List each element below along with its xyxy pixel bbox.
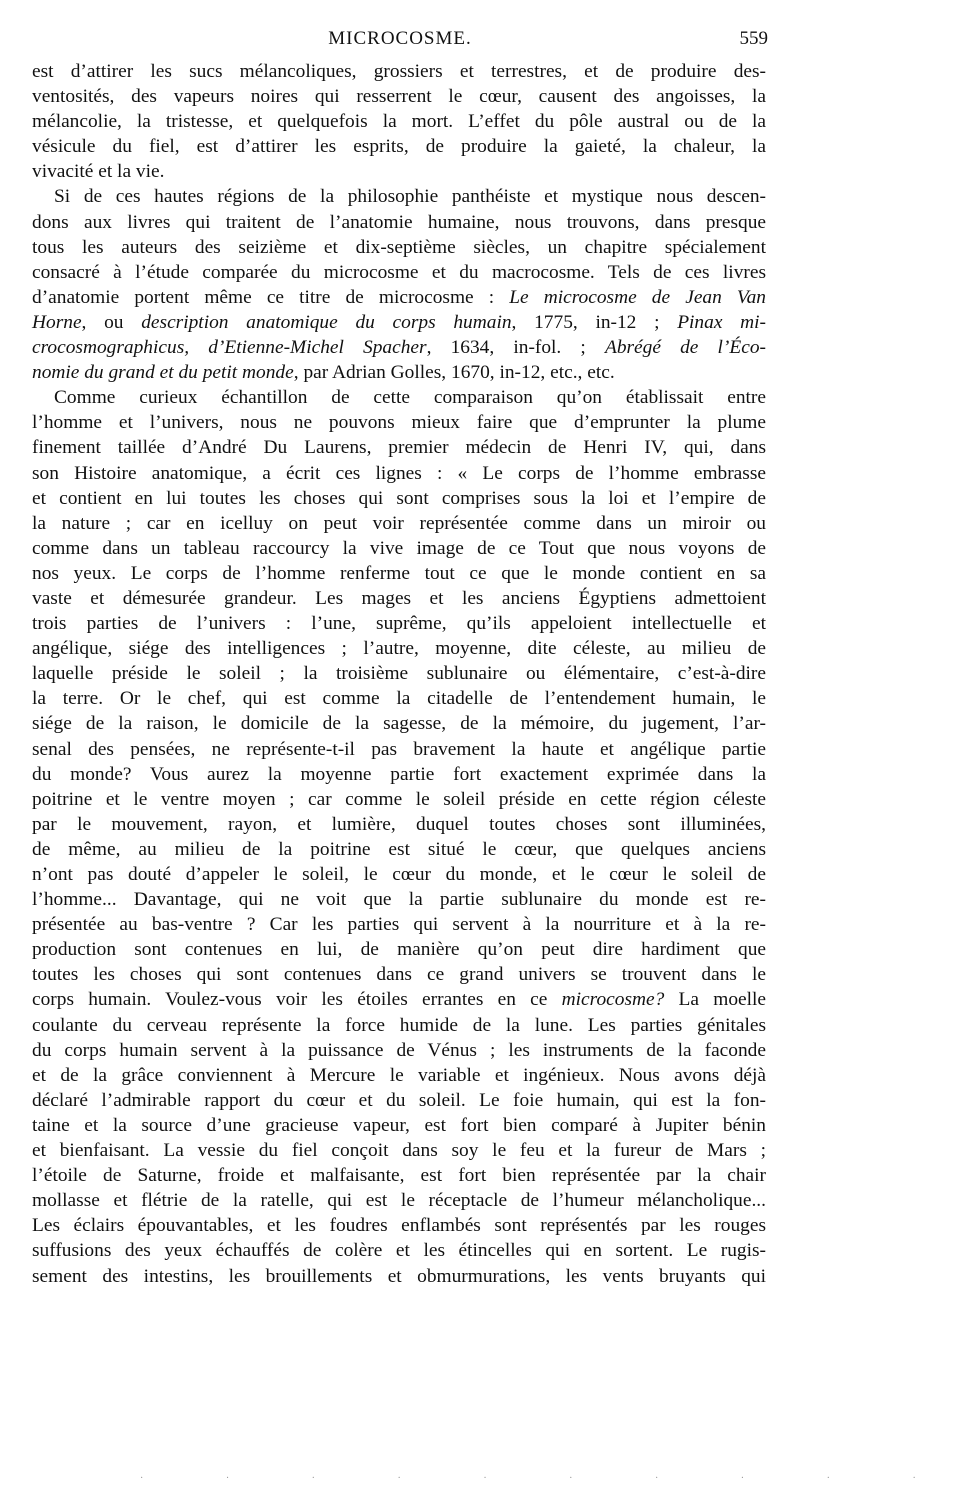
- text-segment: trois parties de l’univers : l’une, suprême, qu’ils appeloient intellectuelle et: [32, 613, 766, 635]
- text-line: [32, 461, 766, 486]
- text-line: [32, 1038, 766, 1063]
- text-segment: sement des intestins, les brouillements et obmurmurations, les vents bruyants qui: [32, 1265, 766, 1287]
- text-line: [32, 360, 766, 385]
- text-line: [32, 987, 766, 1012]
- italic-text-segment: microcosme?: [561, 989, 665, 1011]
- text-line: [32, 134, 766, 159]
- text-segment: de même, au milieu de la poitrine est situé le cœur, que quelques anciens: [32, 838, 766, 860]
- italic-text-segment: Pinax mi-: [677, 311, 766, 333]
- text-line: [32, 962, 766, 987]
- text-segment: la nature ; car en icelluy on peut voir représentée comme dans un miroir ou: [32, 512, 766, 534]
- text-line: [32, 184, 766, 209]
- text-segment: angélique, siége des intelligences ; l’autre, moyenne, dite céleste, au milieu de: [32, 638, 766, 660]
- text-line: [32, 1013, 766, 1038]
- text-segment: toutes les choses qui sont contenues dans ce grand univers se trouvent dans le: [32, 964, 766, 986]
- text-line: [32, 159, 766, 184]
- text-segment: n’ont pas douté d’appeler le soleil, le cœur du monde, et le cœur le soleil de: [32, 864, 766, 885]
- text-line: [32, 636, 766, 661]
- text-segment: ventosités, des vapeurs noires qui resserrent le cœur, causent des angoisses, la: [32, 86, 766, 108]
- text-line: [32, 937, 766, 962]
- text-line: [32, 762, 766, 787]
- italic-text-segment: Horne: [32, 311, 82, 333]
- text-line: [32, 410, 766, 435]
- text-segment: mollasse et flétrie de la ratelle, qui est le réceptacle de l’humeur mélancholique...: [32, 1190, 766, 1212]
- text-line: [32, 435, 766, 460]
- italic-text-segment: crocosmographicus, d’Etienne-Michel Spacher: [32, 337, 427, 359]
- text-line: [32, 536, 766, 561]
- text-line: [32, 711, 766, 736]
- text-line: [32, 1163, 766, 1188]
- text-segment: Les éclairs épouvantables, et les foudres enflambés sont représentés par les rouges: [32, 1215, 766, 1237]
- text-segment: l’étoile de Saturne, froide et malfaisante, est fort bien représentée par la chair: [32, 1165, 766, 1187]
- italic-text-segment: description anatomique du corps humain: [141, 311, 512, 333]
- text-line: [32, 335, 766, 360]
- text-line: [32, 686, 766, 711]
- text-line: [32, 837, 766, 862]
- text-segment: déclaré l’admirable rapport du cœur et du soleil. Le foie humain, qui est la fon-: [32, 1089, 766, 1111]
- text-segment: suffusions des yeux échauffés de colère et les étincelles qui en sortent. Le rugis-: [32, 1240, 766, 1262]
- text-line: [32, 661, 766, 686]
- text-line: [32, 912, 766, 937]
- text-segment: son Histoire anatomique, a écrit ces lignes : « Le corps de l’homme embrasse: [32, 462, 766, 484]
- text-segment: vésicule du fiel, est d’attirer les esprits, de produire la gaieté, la chaleur, la: [32, 136, 766, 158]
- footer-print-marks: · · · · · · · · · ·: [140, 1473, 956, 1484]
- text-segment: et bienfaisant. La vessie du fiel conçoit dans soy le feu et la fureur de Mars ;: [32, 1140, 766, 1162]
- text-line: [32, 511, 766, 536]
- text-segment: coulante du cerveau représente la force humide de la lune. Les parties génitales: [32, 1014, 766, 1036]
- italic-text-segment: Abrégé de l’Éco-: [604, 337, 766, 359]
- text-segment: présentée au bas-ventre ? Car les parties qui servent à la nourriture et à la re-: [32, 914, 766, 936]
- text-line: [32, 1213, 766, 1238]
- text-line: [32, 1238, 766, 1263]
- text-segment: du corps humain servent à la puissance de Vénus ; les instruments de la faconde: [32, 1039, 766, 1061]
- text-line: [32, 310, 766, 335]
- text-line: [32, 1264, 766, 1289]
- text-segment: vivacité et la vie.: [32, 161, 165, 183]
- text-segment: dons aux livres qui traitent de l’anatomie humaine, nous trouvons, dans presque: [32, 211, 766, 233]
- text-segment: d’anatomie portent même ce titre de microcosme :: [32, 286, 510, 308]
- text-segment: consacré à l’étude comparée du microcosme et du macrocosme. Tels de ces livres: [32, 261, 766, 283]
- text-line: [32, 109, 766, 134]
- text-segment: laquelle préside le soleil ; la troisième sublunaire ou élémentaire, c’est-à-dire: [32, 663, 766, 685]
- text-line: [32, 586, 766, 611]
- italic-text-segment: nomie du grand et du petit monde: [32, 362, 294, 384]
- text-line: [32, 1063, 766, 1088]
- text-line: [32, 260, 766, 285]
- text-segment: siége de la raison, le domicile de la sagesse, de la mémoire, du jugement, l’ar-: [32, 713, 766, 735]
- body-text: [32, 59, 766, 1289]
- text-segment: par le mouvement, rayon, et lumière, duquel toutes choses sont illuminées,: [32, 813, 766, 835]
- text-line: [32, 285, 766, 310]
- text-segment: est d’attirer les sucs mélancoliques, grossiers et terrestres, et de produire des-: [32, 61, 766, 82]
- text-segment: vaste et démesurée grandeur. Les mages et les anciens Égyptiens admettoient: [32, 587, 766, 609]
- text-segment: Si de ces hautes régions de la philosophie panthéiste et mystique nous descen-: [54, 186, 766, 208]
- text-line: [32, 1113, 766, 1138]
- text-segment: , ou: [81, 311, 142, 333]
- text-line: [32, 812, 766, 837]
- text-segment: mélancolie, la tristesse, et quelquefois la mort. L’effet du pôle austral ou de la: [32, 111, 766, 133]
- text-line: [32, 84, 766, 109]
- text-segment: Comme curieux échantillon de cette comparaison qu’on établissait entre: [54, 387, 766, 409]
- text-segment: finement taillée d’André Du Laurens, premier médecin de Henri IV, qui, dans: [32, 437, 766, 459]
- text-segment: et contient en lui toutes les choses qui sont comprises sous la loi et l’empire de: [32, 487, 766, 509]
- text-line: [32, 1088, 766, 1113]
- text-segment: , 1634, in-fol. ;: [426, 337, 605, 359]
- text-segment: et de la grâce conviennent à Mercure le variable et ingénieux. Nous avons déjà: [32, 1064, 766, 1086]
- text-segment: comme dans un tableau raccourcy la vive image de ce Tout que nous voyons de: [32, 537, 766, 559]
- text-segment: la terre. Or le chef, qui est comme la citadelle de l’entendement humain, le: [32, 688, 766, 710]
- running-head: [32, 28, 768, 56]
- text-segment: tous les auteurs des seizième et dix-septième siècles, un chapitre spécialement: [32, 236, 766, 258]
- text-line: [32, 787, 766, 812]
- text-segment: corps humain. Voulez-vous voir les étoiles errantes en ce: [32, 989, 562, 1011]
- text-segment: taine et la source d’une gracieuse vapeur, est fort bien comparé à Jupiter bénin: [32, 1114, 766, 1136]
- text-segment: poitrine et le ventre moyen ; car comme le soleil préside en cette région céleste: [32, 788, 766, 810]
- text-segment: , par Adrian Golles, 1670, in-12, etc., etc.: [293, 362, 615, 384]
- text-line: [32, 486, 766, 511]
- text-segment: l’homme et l’univers, nous ne pouvons mieux faire que d’emprunter la plume: [32, 412, 766, 434]
- page-number: 559: [739, 28, 768, 49]
- text-segment: production sont contenues en lui, de manière qu’on peut dire hardiment que: [32, 939, 766, 961]
- text-line: [32, 862, 766, 887]
- text-line: [32, 561, 766, 586]
- italic-text-segment: Le microcosme de Jean Van: [509, 286, 766, 308]
- text-line: [32, 1138, 766, 1163]
- text-segment: du monde? Vous aurez la moyenne partie fort exactement exprimée dans la: [32, 763, 766, 785]
- text-segment: senal des pensées, ne représente-t-il pas bravement la haute et angélique partie: [32, 738, 766, 760]
- text-segment: nos yeux. Le corps de l’homme renferme tout ce que le monde contient en sa: [32, 562, 766, 584]
- text-segment: La moelle: [664, 989, 767, 1011]
- text-segment: , 1775, in-12 ;: [511, 311, 678, 333]
- text-line: [32, 737, 766, 762]
- text-line: [32, 59, 766, 84]
- text-line: [32, 611, 766, 636]
- text-line: [32, 210, 766, 235]
- running-title: MICROCOSME.: [328, 28, 472, 49]
- text-line: [32, 385, 766, 410]
- text-line: [32, 235, 766, 260]
- text-line: [32, 887, 766, 912]
- text-line: [32, 1188, 766, 1213]
- text-segment: l’homme... Davantage, qui ne voit que la partie sublunaire du monde est re-: [32, 889, 766, 911]
